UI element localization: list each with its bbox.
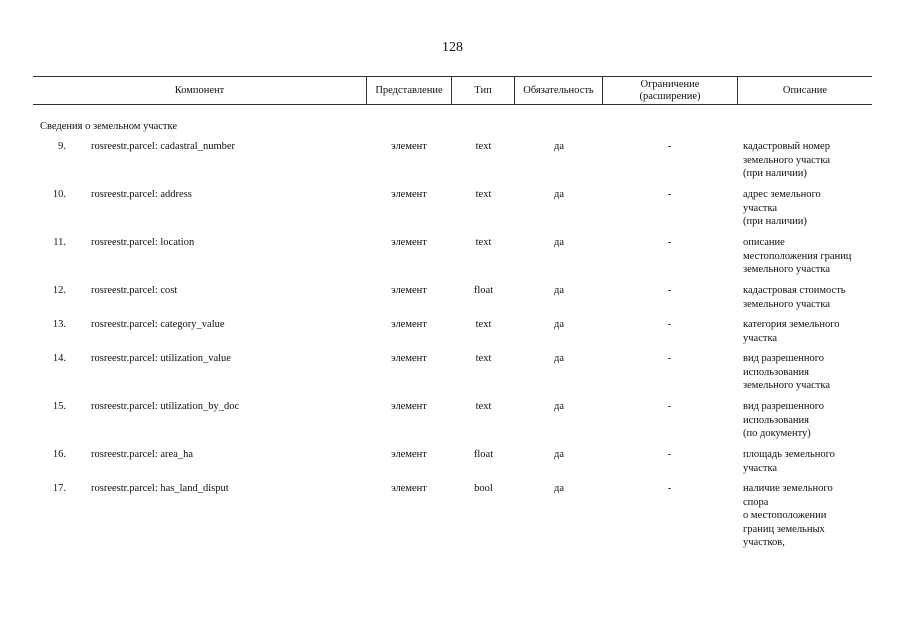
row-limit: - bbox=[667, 285, 672, 296]
header-description: Описание bbox=[782, 84, 828, 96]
row-description-line: адрес земельного bbox=[743, 189, 821, 200]
header-limit-line2: (расширение) bbox=[639, 90, 701, 102]
row-component: rosreestr.parcel: cadastral_number bbox=[91, 141, 236, 152]
header-component: Компонент bbox=[174, 84, 225, 96]
row-type: float bbox=[473, 449, 494, 460]
row-description-line: категория земельного bbox=[743, 319, 840, 330]
row-limit: - bbox=[667, 353, 672, 364]
row-description-line: участков, bbox=[743, 537, 785, 548]
row-required: да bbox=[553, 237, 564, 248]
row-component: rosreestr.parcel: address bbox=[91, 189, 192, 200]
row-description bbox=[743, 352, 871, 393]
row-number: 10. bbox=[52, 189, 66, 200]
row-description-line: кадастровая стоимость bbox=[743, 285, 846, 296]
header-limit bbox=[603, 76, 737, 105]
row-number: 9. bbox=[58, 141, 66, 152]
row-number: 14. bbox=[52, 353, 66, 364]
row-number: 16. bbox=[52, 449, 66, 460]
row-limit: - bbox=[667, 319, 672, 330]
row-description bbox=[743, 448, 871, 475]
row-description-line: спора bbox=[743, 496, 769, 508]
row-description-line: земельного участка bbox=[743, 298, 830, 310]
row-component: rosreestr.parcel: utilization_by_doc bbox=[91, 401, 240, 412]
header-type: Тип bbox=[474, 84, 492, 96]
row-limit: - bbox=[667, 141, 672, 152]
row-required: да bbox=[553, 401, 564, 412]
row-representation: элемент bbox=[391, 449, 427, 460]
row-description-line: вид разрешенного bbox=[743, 401, 825, 412]
row-representation: элемент bbox=[391, 285, 427, 296]
row-representation: элемент bbox=[391, 189, 427, 200]
row-number: 17. bbox=[52, 483, 66, 494]
row-required: да bbox=[553, 449, 564, 460]
row-description-line: границ земельных bbox=[743, 523, 825, 535]
page-number: 128 bbox=[442, 40, 463, 55]
row-type: text bbox=[475, 401, 492, 412]
row-required: да bbox=[553, 483, 564, 494]
row-limit: - bbox=[667, 483, 672, 494]
section-title: Сведения о земельном участке bbox=[40, 121, 178, 132]
row-description-line: кадастровый номер bbox=[743, 141, 830, 152]
row-required: да bbox=[553, 319, 564, 330]
row-type: text bbox=[475, 141, 492, 152]
row-representation: элемент bbox=[391, 401, 427, 412]
row-type: text bbox=[475, 189, 492, 200]
row-type: float bbox=[473, 285, 494, 296]
row-description bbox=[743, 140, 871, 181]
row-description-line: наличие земельного bbox=[743, 483, 833, 494]
row-component: rosreestr.parcel: area_ha bbox=[91, 449, 194, 460]
row-required: да bbox=[553, 285, 564, 296]
row-description bbox=[743, 400, 871, 441]
row-type: text bbox=[475, 237, 492, 248]
row-representation: элемент bbox=[391, 353, 427, 364]
header-required: Обязательность bbox=[523, 84, 594, 96]
row-description-line: использования bbox=[743, 414, 809, 426]
row-number: 11. bbox=[53, 237, 66, 248]
row-limit: - bbox=[667, 237, 672, 248]
row-limit: - bbox=[667, 401, 672, 412]
row-type: text bbox=[475, 319, 492, 330]
row-limit: - bbox=[667, 189, 672, 200]
row-description-line: земельного участка bbox=[743, 154, 830, 166]
row-description bbox=[743, 188, 871, 229]
row-representation: элемент bbox=[391, 483, 427, 494]
row-description bbox=[743, 236, 871, 277]
row-description-line: вид разрешенного bbox=[743, 353, 825, 364]
row-description-line: (при наличии) bbox=[743, 168, 807, 179]
row-description-line: участка bbox=[743, 202, 778, 214]
row-description-line: земельного участка bbox=[743, 264, 830, 275]
row-component: rosreestr.parcel: has_land_disput bbox=[91, 483, 229, 494]
row-component: rosreestr.parcel: cost bbox=[91, 285, 178, 296]
row-description bbox=[743, 482, 871, 550]
header-limit-line1: Ограничение bbox=[640, 78, 700, 90]
row-required: да bbox=[553, 189, 564, 200]
row-limit: - bbox=[667, 449, 672, 460]
row-description-line: о местоположении bbox=[743, 510, 827, 521]
row-required: да bbox=[553, 353, 564, 364]
row-representation: элемент bbox=[391, 141, 427, 152]
row-representation: элемент bbox=[391, 237, 427, 248]
row-description bbox=[743, 318, 871, 345]
row-number: 15. bbox=[52, 401, 66, 412]
row-description-line: (по документу) bbox=[743, 428, 811, 439]
row-component: rosreestr.parcel: category_value bbox=[91, 319, 225, 330]
row-description-line: площадь земельного bbox=[743, 449, 835, 460]
row-component: rosreestr.parcel: location bbox=[91, 237, 195, 248]
row-description-line: описание bbox=[743, 237, 785, 248]
row-description-line: земельного участка bbox=[743, 380, 830, 391]
row-description-line: использования bbox=[743, 366, 809, 378]
row-representation: элемент bbox=[391, 319, 427, 330]
header-representation: Представление bbox=[375, 84, 443, 96]
row-required: да bbox=[553, 141, 564, 152]
row-description-line: участка bbox=[743, 332, 778, 344]
row-description bbox=[743, 284, 871, 311]
row-type: text bbox=[475, 353, 492, 364]
row-description-line: местоположения границ bbox=[743, 250, 852, 262]
row-number: 12. bbox=[52, 285, 66, 296]
row-type: bool bbox=[474, 483, 493, 494]
row-description-line: участка bbox=[743, 462, 778, 474]
row-number: 13. bbox=[52, 319, 66, 330]
row-component: rosreestr.parcel: utilization_value bbox=[91, 353, 231, 364]
row-description-line: (при наличии) bbox=[743, 216, 807, 227]
